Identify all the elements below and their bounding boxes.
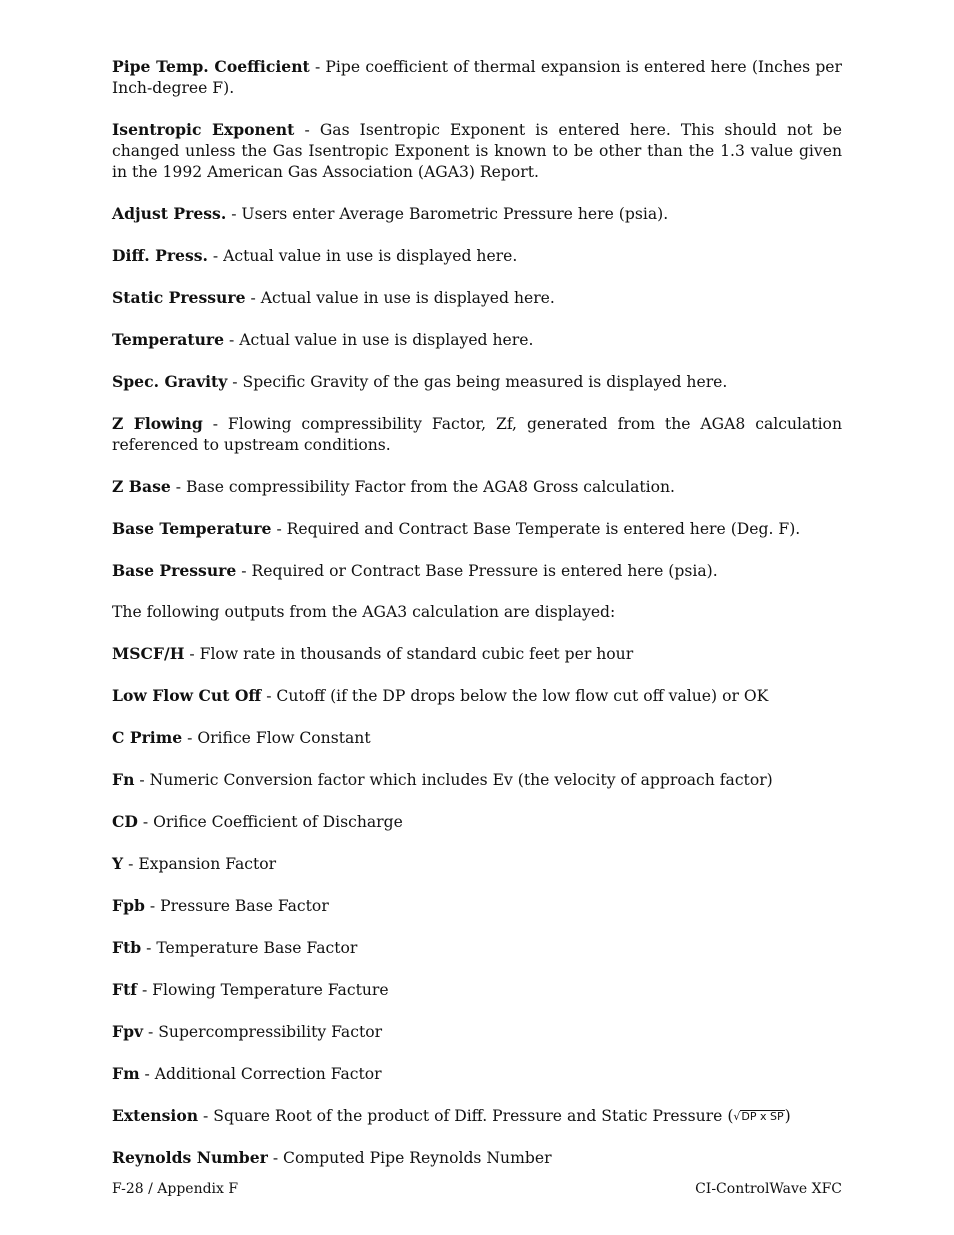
entry-term: Base Temperature (112, 519, 272, 538)
entry-description: - Base compressibility Factor from the AGA8 Gross calculation. (170, 478, 676, 496)
entry-adjust-press (112, 203, 842, 225)
entry-term: CD (112, 812, 138, 831)
entry-term: Ftf (112, 980, 137, 999)
entry-z-flowing (112, 413, 842, 456)
output-reynolds-number (112, 1147, 842, 1169)
formula-radicand: DP x SP (741, 1110, 784, 1123)
entry-term: C Prime (112, 728, 183, 747)
entry-description: - Supercompressibility Factor (143, 1023, 383, 1041)
entry-description: - Pipe coefficient of thermal expansion is entered here (Inches per Inch-degree F). (112, 58, 842, 97)
entry-term: Temperature (112, 330, 225, 349)
entry-description: - Required or Contract Base Pressure is entered here (psia). (236, 562, 718, 580)
footer-page-label: F-28 / Appendix F (112, 1181, 239, 1197)
entry-description: - Flowing Temperature Facture (136, 981, 389, 999)
entry-base-pressure (112, 560, 842, 582)
entry-term: Y (112, 854, 124, 873)
entry-z-base (112, 476, 842, 498)
output-mscf-h (112, 643, 842, 665)
entry-static-pressure (112, 287, 842, 309)
entry-base-temperature (112, 518, 842, 540)
output-ftf (112, 979, 842, 1001)
entry-diff-press (112, 245, 842, 267)
entry-term: Spec. Gravity (112, 372, 228, 391)
entry-term: Ftb (112, 938, 142, 957)
entry-description: - Required and Contract Base Temperate is entered here (Deg. F). (271, 520, 801, 538)
output-low-flow-cut-off (112, 685, 842, 707)
entry-description: - Orifice Flow Constant (182, 729, 371, 747)
entry-description: - Computed Pipe Reynolds Number (267, 1149, 552, 1167)
entry-pipe-temp-coefficient (112, 56, 842, 99)
entry-description: - Flow rate in thousands of standard cubic feet per hour (184, 645, 634, 663)
entry-description: - Specific Gravity of the gas being measured is displayed here. (227, 373, 728, 391)
entry-term: Fn (112, 770, 135, 789)
entry-term: Extension (112, 1106, 199, 1125)
output-ftb (112, 937, 842, 959)
entry-description: - Expansion Factor (123, 855, 277, 873)
entry-description: - Actual value in use is displayed here. (245, 289, 555, 307)
entry-temperature (112, 329, 842, 351)
entry-term: Low Flow Cut Off (112, 686, 262, 705)
entry-description: - Flowing compressibility Factor, Zf, generated from the AGA8 calculation referenced to upstream conditions. (112, 415, 842, 454)
entry-description: - Pressure Base Factor (144, 897, 329, 915)
entry-description: - Users enter Average Barometric Pressure here (psia). (226, 205, 669, 223)
output-c-prime (112, 727, 842, 749)
entry-description: - Actual value in use is displayed here. (207, 247, 518, 265)
output-extension (112, 1105, 842, 1127)
entry-description: - Actual value in use is displayed here. (224, 331, 534, 349)
output-fpv (112, 1021, 842, 1043)
entry-description: - Additional Correction Factor (139, 1065, 382, 1083)
entry-term: Z Flowing (112, 414, 203, 433)
entry-term: Adjust Press. (112, 204, 227, 223)
entry-description: - Cutoff (if the DP drops below the low flow cut off value) or OK (261, 687, 769, 705)
document-body (112, 56, 842, 1189)
entry-term: Z Base (112, 477, 171, 496)
output-fm (112, 1063, 842, 1085)
footer-product-name: CI-ControlWave XFC (695, 1181, 842, 1197)
entry-term: Reynolds Number (112, 1148, 268, 1167)
entry-term: Fpv (112, 1022, 144, 1041)
entry-term: Isentropic Exponent (112, 120, 295, 139)
output-fpb (112, 895, 842, 917)
outputs-intro: The following outputs from the AGA3 calculation are displayed: (112, 603, 616, 621)
entry-spec-gravity (112, 371, 842, 393)
entry-term: MSCF/H (112, 644, 185, 663)
entry-isentropic-exponent (112, 119, 842, 183)
entry-description: - Temperature Base Factor (141, 939, 358, 957)
entry-description: - Gas Isentropic Exponent is entered here. This should not be changed unless the Gas Isentropic Exponent is known to be other than the 1.3 value given in the 1992 American Gas Association (AGA3) Report. (112, 121, 842, 181)
entry-description: - Numeric Conversion factor which includes Ev (the velocity of approach factor) (134, 771, 773, 789)
entry-description: - Orifice Coefficient of Discharge (137, 813, 403, 831)
entry-term: Base Pressure (112, 561, 237, 580)
entry-term: Fm (112, 1064, 140, 1083)
entry-term: Diff. Press. (112, 246, 208, 265)
output-cd (112, 811, 842, 833)
page-footer (112, 1180, 842, 1198)
entry-term: Fpb (112, 896, 145, 915)
output-y (112, 853, 842, 875)
entry-term: Pipe Temp. Coefficient (112, 57, 310, 76)
output-fn (112, 769, 842, 791)
closing-paren: ) (784, 1107, 791, 1125)
entry-description: - Square Root of the product of Diff. Pressure and Static Pressure ( (198, 1107, 734, 1125)
square-root-formula: √DP x SP (733, 1110, 784, 1123)
entry-term: Static Pressure (112, 288, 246, 307)
